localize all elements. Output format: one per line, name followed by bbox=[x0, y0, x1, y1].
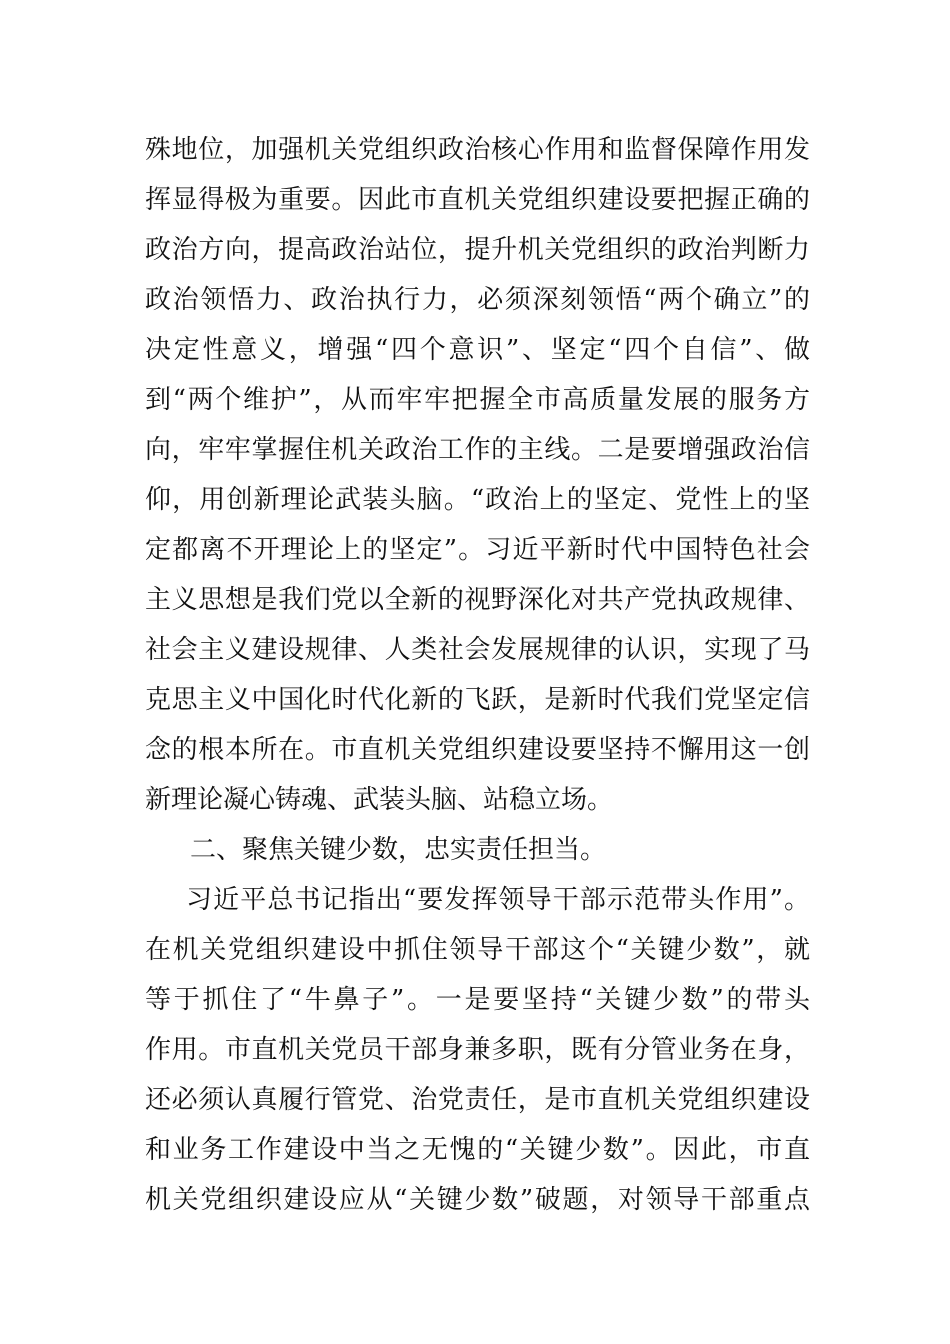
text-line: 定都离不开理论上的坚定”。习近平新时代中国特色社会 bbox=[145, 535, 810, 565]
paragraph-first-line: 习近平总书记指出“要发挥领导干部示范带头作用”。 bbox=[186, 885, 810, 915]
text-line: 到“两个维护”，从而牢牢把握全市高质量发展的服务方 bbox=[145, 385, 810, 415]
text-line: 挥显得极为重要。因此市直机关党组织建设要把握正确的 bbox=[145, 185, 810, 215]
text-line: 社会主义建设规律、人类社会发展规律的认识，实现了马 bbox=[145, 635, 810, 665]
text-line: 新理论凝心铸魂、武装头脑、站稳立场。 bbox=[145, 785, 614, 815]
text-line: 政治领悟力、政治执行力，必须深刻领悟“两个确立”的 bbox=[145, 285, 810, 315]
text-line: 克思主义中国化时代化新的飞跃，是新时代我们党坚定信 bbox=[145, 685, 810, 715]
text-line: 向，牢牢掌握住机关政治工作的主线。二是要增强政治信 bbox=[145, 435, 810, 465]
text-line: 作用。市直机关党员干部身兼多职，既有分管业务在身， bbox=[145, 1035, 810, 1065]
text-line: 决定性意义，增强“四个意识”、坚定“四个自信”、做 bbox=[145, 335, 810, 365]
section-heading: 二、聚焦关键少数，忠实责任担当。 bbox=[190, 835, 607, 865]
text-line: 和业务工作建设中当之无愧的“关键少数”。因此，市直 bbox=[145, 1135, 810, 1165]
text-line: 等于抓住了“牛鼻子”。一是要坚持“关键少数”的带头 bbox=[145, 985, 810, 1015]
text-line: 主义思想是我们党以全新的视野深化对共产党执政规律、 bbox=[145, 585, 810, 615]
text-line: 仰，用创新理论武装头脑。“政治上的坚定、党性上的坚 bbox=[145, 485, 810, 515]
text-line: 还必须认真履行管党、治党责任，是市直机关党组织建设 bbox=[145, 1085, 810, 1115]
text-line: 念的根本所在。市直机关党组织建设要坚持不懈用这一创 bbox=[145, 735, 810, 765]
text-line: 政治方向，提高政治站位，提升机关党组织的政治判断力 bbox=[145, 235, 810, 265]
text-line: 殊地位，加强机关党组织政治核心作用和监督保障作用发 bbox=[145, 135, 810, 165]
text-line: 在机关党组织建设中抓住领导干部这个“关键少数”，就 bbox=[145, 935, 810, 965]
text-line: 机关党组织建设应从“关键少数”破题，对领导干部重点 bbox=[145, 1185, 810, 1215]
